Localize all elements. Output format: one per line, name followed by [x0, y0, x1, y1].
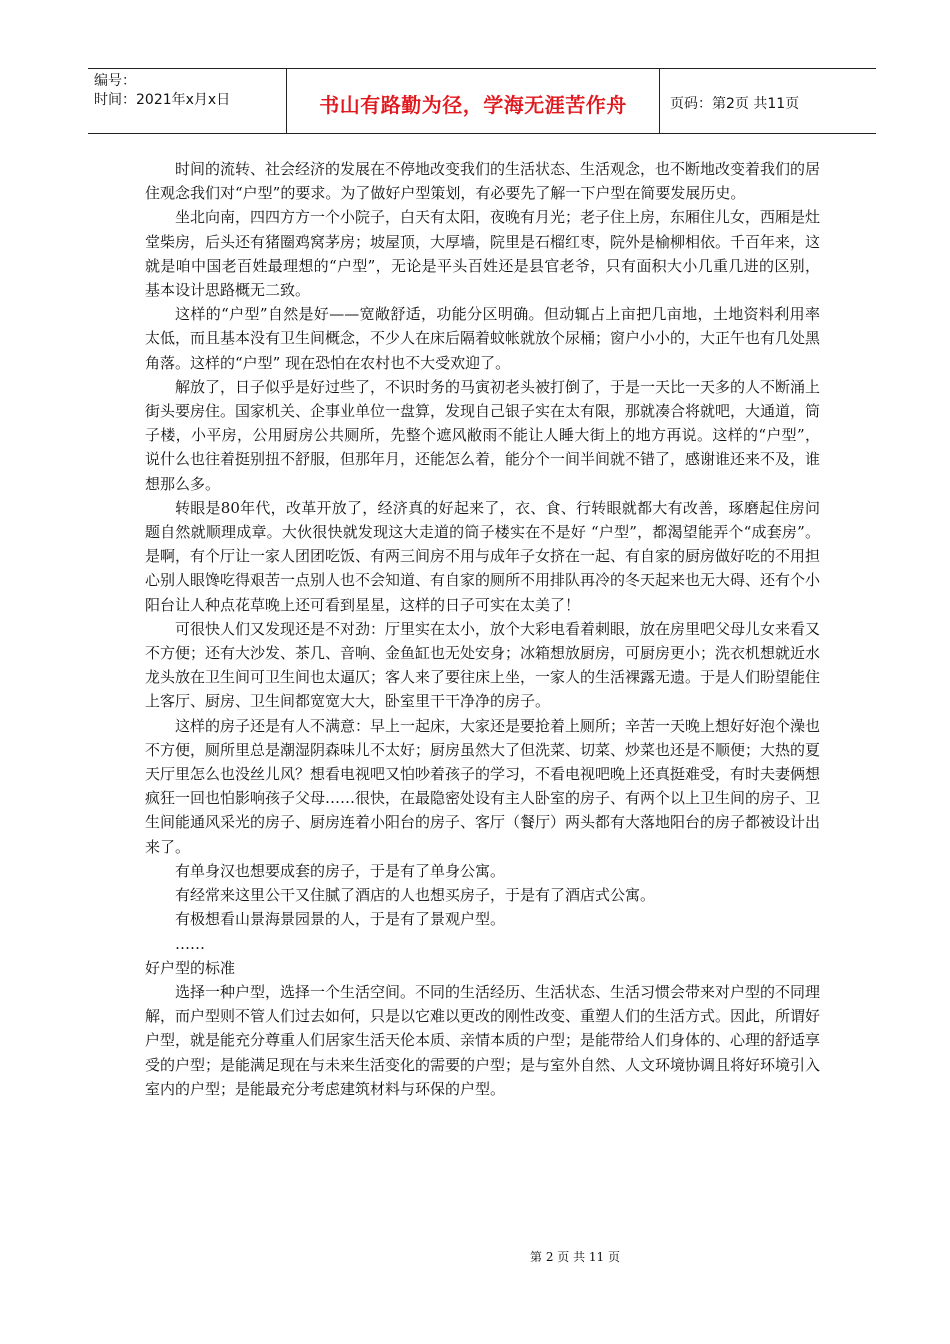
section-paragraph: 选择一种户型，选择一个生活空间。不同的生活经历、生活状态、生活习惯会带来对户型的不同理解，而户型则不管人们过去如何，只是以它难以更改的刚性改变、重塑人们的生活方式。因此，所谓好户型，就是能充分尊重人们居家生活天伦本质、亲情本质的户型；是能带给人们身体的、心理的舒适享受的户型；是能满足现在与未来生活变化的需要的户型；是与室外自然、人文环境协调且将好环境引入室内的户型；是能最充分考虑建筑材料与环保的户型。 — [145, 982, 821, 1098]
body-paragraph: 有经常来这里公干又住腻了酒店的人也想买房子，于是有了酒店式公寓。 — [175, 886, 656, 905]
header-motto-cell — [286, 69, 660, 133]
document-header — [88, 68, 876, 134]
body-paragraph: 有单身汉也想要成套的房子，于是有了单身公寓。 — [175, 861, 506, 880]
body-paragraph: 转眼是80年代，改革开放了，经济真的好起来了，衣、食、行转眼就都大有改善，琢磨起住房问题自然就顺理成章。大伙很快就发现这大走道的筒子楼实在不是好 “户型”，都渴望能弄个“成套房”。是啊，有个厅让一家人团团吃饭、有两三间房不用与成年子女挤在一起、有自家的厨房做好吃的不用担心别人眼馋吃得艰苦一点别人也不会知道、有自家的厕所不用排队再冷的冬天起来也无大碍、还有个小阳台让人种点花草晚上还可看到星星，这样的日子可实在太美了！ — [145, 498, 821, 614]
body-paragraph: 坐北向南，四四方方一个小院子，白天有太阳，夜晚有月光；老子住上房，东厢住儿女，西厢是灶堂柴房，后头还有猪圈鸡窝茅房；坡屋顶，大厚墙，院里是石榴红枣，院外是榆柳相依。千百年来，这就是咱中国老百姓最理想的“户型”，无论是平头百姓还是县官老爷，只有面积大小几重几进的区别，基本设计思路概无二致。 — [145, 208, 821, 300]
page-footer — [0, 1248, 950, 1265]
body-paragraph: 解放了，日子似乎是好过些了，不识时务的马寅初老头被打倒了，于是一天比一天多的人不断涌上街头要房住。国家机关、企事业单位一盘算，发现自己银子实在太有限，那就凑合将就吧，大通道，筒子楼，小平房，公用厨房公共厕所，先整个遮风敝雨不能让人睡大街上的地方再说。这样的“户型”，说什么也往着挺别扭不舒服，但那年月，还能怎么着，能分个一间半间就不错了，感谢谁还来不及，谁想那么多。 — [145, 377, 821, 493]
body-paragraph: 有极想看山景海景园景的人，于是有了景观户型。 — [175, 910, 506, 929]
body-paragraph: 时间的流转、社会经济的发展在不停地改变我们的生活状态、生活观念，也不断地改变着我们的居住观念我们对“户型”的要求。为了做好户型策划，有必要先了解一下户型在简要发展历史。 — [145, 160, 821, 203]
header-motto: 书山有路勤为径，学海无涯苦作舟 — [319, 92, 627, 117]
footer-page-number: 第 2 页 共 11 页 — [530, 1250, 620, 1264]
body-paragraph: 这样的“户型”自然是好——宽敞舒适，功能分区明确。但动辄占上亩把几亩地，土地资料利用率太低，而且基本没有卫生间概念，不少人在床后隔着蚊帐就放个尿桶；窗户小小的，大正午也有几处黑角落。这样的“户型” 现在恐怕在农村也不大受欢迎了。 — [145, 305, 821, 372]
header-time-label: 时间：2021年x月x日 — [94, 92, 231, 108]
header-meta — [88, 69, 286, 133]
body-paragraph: 可很快人们又发现还是不对劲：厅里实在太小，放个大彩电看着刺眼，放在房里吧父母儿女来看又不方便；还有大沙发、茶几、音响、金鱼缸也无处安身；冰箱想放厨房，可厨房更小；洗衣机想就近水龙头放在卫生间可卫生间也太逼仄；客人来了要往床上坐，一家人的生活裸露无遗。于是人们盼望能住上客厅、厨房、卫生间都宽宽大大，卧室里干干净净的房子。 — [145, 619, 821, 711]
ellipsis-line: …… — [175, 934, 205, 953]
body-paragraph: 这样的房子还是有人不满意：早上一起床，大家还是要抢着上厕所；辛苦一天晚上想好好泡个澡也不方便，厕所里总是潮湿阴森味儿不太好；厨房虽然大了但洗菜、切菜、炒菜也还是不顺便；大热的夏天厅里怎么也没丝儿风？想看电视吧又怕吵着孩子的学习，不看电视吧晚上还真挺难受，有时夫妻俩想疯狂一回也怕影响孩子父母……很快，在最隐密处设有主人卧室的房子、有两个以上卫生间的房子、卫生间能通风采光的房子、厨房连着小阳台的房子、客厅（餐厅）两头都有大落地阳台的房子都被设计出来了。 — [145, 716, 821, 856]
header-page-label: 页码：第2页 共11页 — [670, 96, 800, 112]
section-title: 好户型的标准 — [145, 958, 236, 977]
header-page-cell — [660, 69, 876, 133]
document-body — [145, 157, 820, 1101]
header-number-label: 编号： — [94, 73, 136, 89]
